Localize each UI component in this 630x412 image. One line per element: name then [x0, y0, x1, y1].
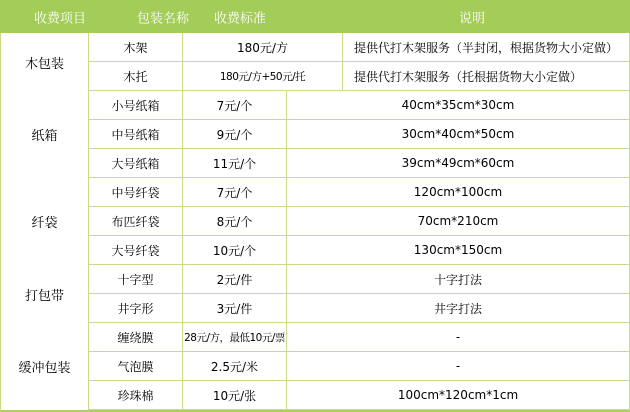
fee-item-cell: 木包装 — [1, 33, 89, 91]
package-name-cell: 缠绕膜 — [89, 323, 183, 351]
table-section — [1, 323, 629, 410]
fee-standard-cell: 3元/件 — [183, 294, 287, 322]
description-cell: 30cm*40cm*50cm — [401, 127, 515, 141]
section-rows — [89, 265, 629, 323]
package-name-cell: 中号纸箱 — [89, 120, 183, 148]
fee-standard-cell: 2.5元/米 — [183, 352, 287, 380]
fee-item-cell: 纤袋 — [1, 178, 89, 265]
table-row — [89, 352, 629, 381]
section-rows — [89, 323, 629, 410]
section-rows — [89, 178, 629, 265]
table-row — [89, 178, 629, 207]
description-cell: 提供代打木架服务（半封闭，根据货物大小定做） — [354, 40, 619, 55]
fee-standard-cell: 28元/方，最低10元/票 — [183, 323, 287, 351]
table-row — [89, 265, 629, 294]
table-body — [0, 33, 630, 412]
fee-standard-cell: 9元/个 — [183, 120, 287, 148]
header-col-package-name: 包装名称 — [136, 11, 190, 26]
package-name-cell: 大号纸箱 — [89, 149, 183, 177]
section-rows — [89, 33, 629, 91]
fee-standard-cell: 7元/个 — [183, 178, 287, 206]
description-cell: 十字打法 — [433, 272, 482, 287]
table-row — [89, 120, 629, 149]
header-col-fee-item: 收费项目 — [33, 11, 87, 26]
table-row — [89, 91, 629, 120]
description-cell: 70cm*210cm — [417, 214, 499, 228]
description-cell: 39cm*49cm*60cm — [401, 156, 515, 170]
description-cell: - — [455, 359, 461, 373]
package-name-cell: 珍珠棉 — [89, 381, 183, 409]
table-row — [89, 33, 629, 62]
table-row — [89, 149, 629, 178]
fee-standard-cell: 180元/方 — [183, 33, 343, 61]
table-row — [89, 294, 629, 323]
fee-standard-cell: 8元/个 — [183, 207, 287, 235]
description-cell: 提供代打木架服务（托根据货物大小定做） — [354, 69, 583, 84]
header-col-fee-standard: 收费标准 — [213, 11, 267, 26]
description-cell: - — [455, 330, 461, 344]
fee-standard-cell: 180元/方+50元/托 — [183, 62, 343, 90]
fee-standard-cell: 10元/张 — [183, 381, 287, 409]
table-row — [89, 323, 629, 352]
table-row — [89, 207, 629, 236]
description-cell: 40cm*35cm*30cm — [401, 98, 515, 112]
description-cell: 100cm*120cm*1cm — [397, 388, 519, 402]
fee-standard-cell: 11元/个 — [183, 149, 287, 177]
package-name-cell: 大号纤袋 — [89, 236, 183, 264]
header-col-description: 说明 — [458, 11, 486, 26]
table-section — [1, 178, 629, 265]
package-name-cell: 布匹纤袋 — [89, 207, 183, 235]
table-row — [89, 381, 629, 410]
package-name-cell: 中号纤袋 — [89, 178, 183, 206]
package-name-cell: 木架 — [89, 33, 183, 61]
description-cell: 井字打法 — [433, 301, 482, 316]
section-rows — [89, 91, 629, 178]
package-name-cell: 十字型 — [89, 265, 183, 293]
fee-item-cell: 打包带 — [1, 265, 89, 323]
table-section — [1, 265, 629, 323]
package-name-cell: 小号纸箱 — [89, 91, 183, 119]
table-section — [1, 33, 629, 91]
fee-standard-cell: 7元/个 — [183, 91, 287, 119]
table-header — [0, 0, 630, 33]
fee-item-cell: 缓冲包装 — [1, 323, 89, 410]
package-name-cell: 井字形 — [89, 294, 183, 322]
fee-standard-cell: 2元/件 — [183, 265, 287, 293]
package-name-cell: 木托 — [89, 62, 183, 90]
fee-item-cell: 纸箱 — [1, 91, 89, 178]
package-name-cell: 气泡膜 — [89, 352, 183, 380]
fee-standard-cell: 10元/个 — [183, 236, 287, 264]
description-cell: 130cm*150cm — [413, 243, 503, 257]
table-row — [89, 62, 629, 91]
table-section — [1, 91, 629, 178]
description-cell: 120cm*100cm — [413, 185, 503, 199]
table-row — [89, 236, 629, 265]
